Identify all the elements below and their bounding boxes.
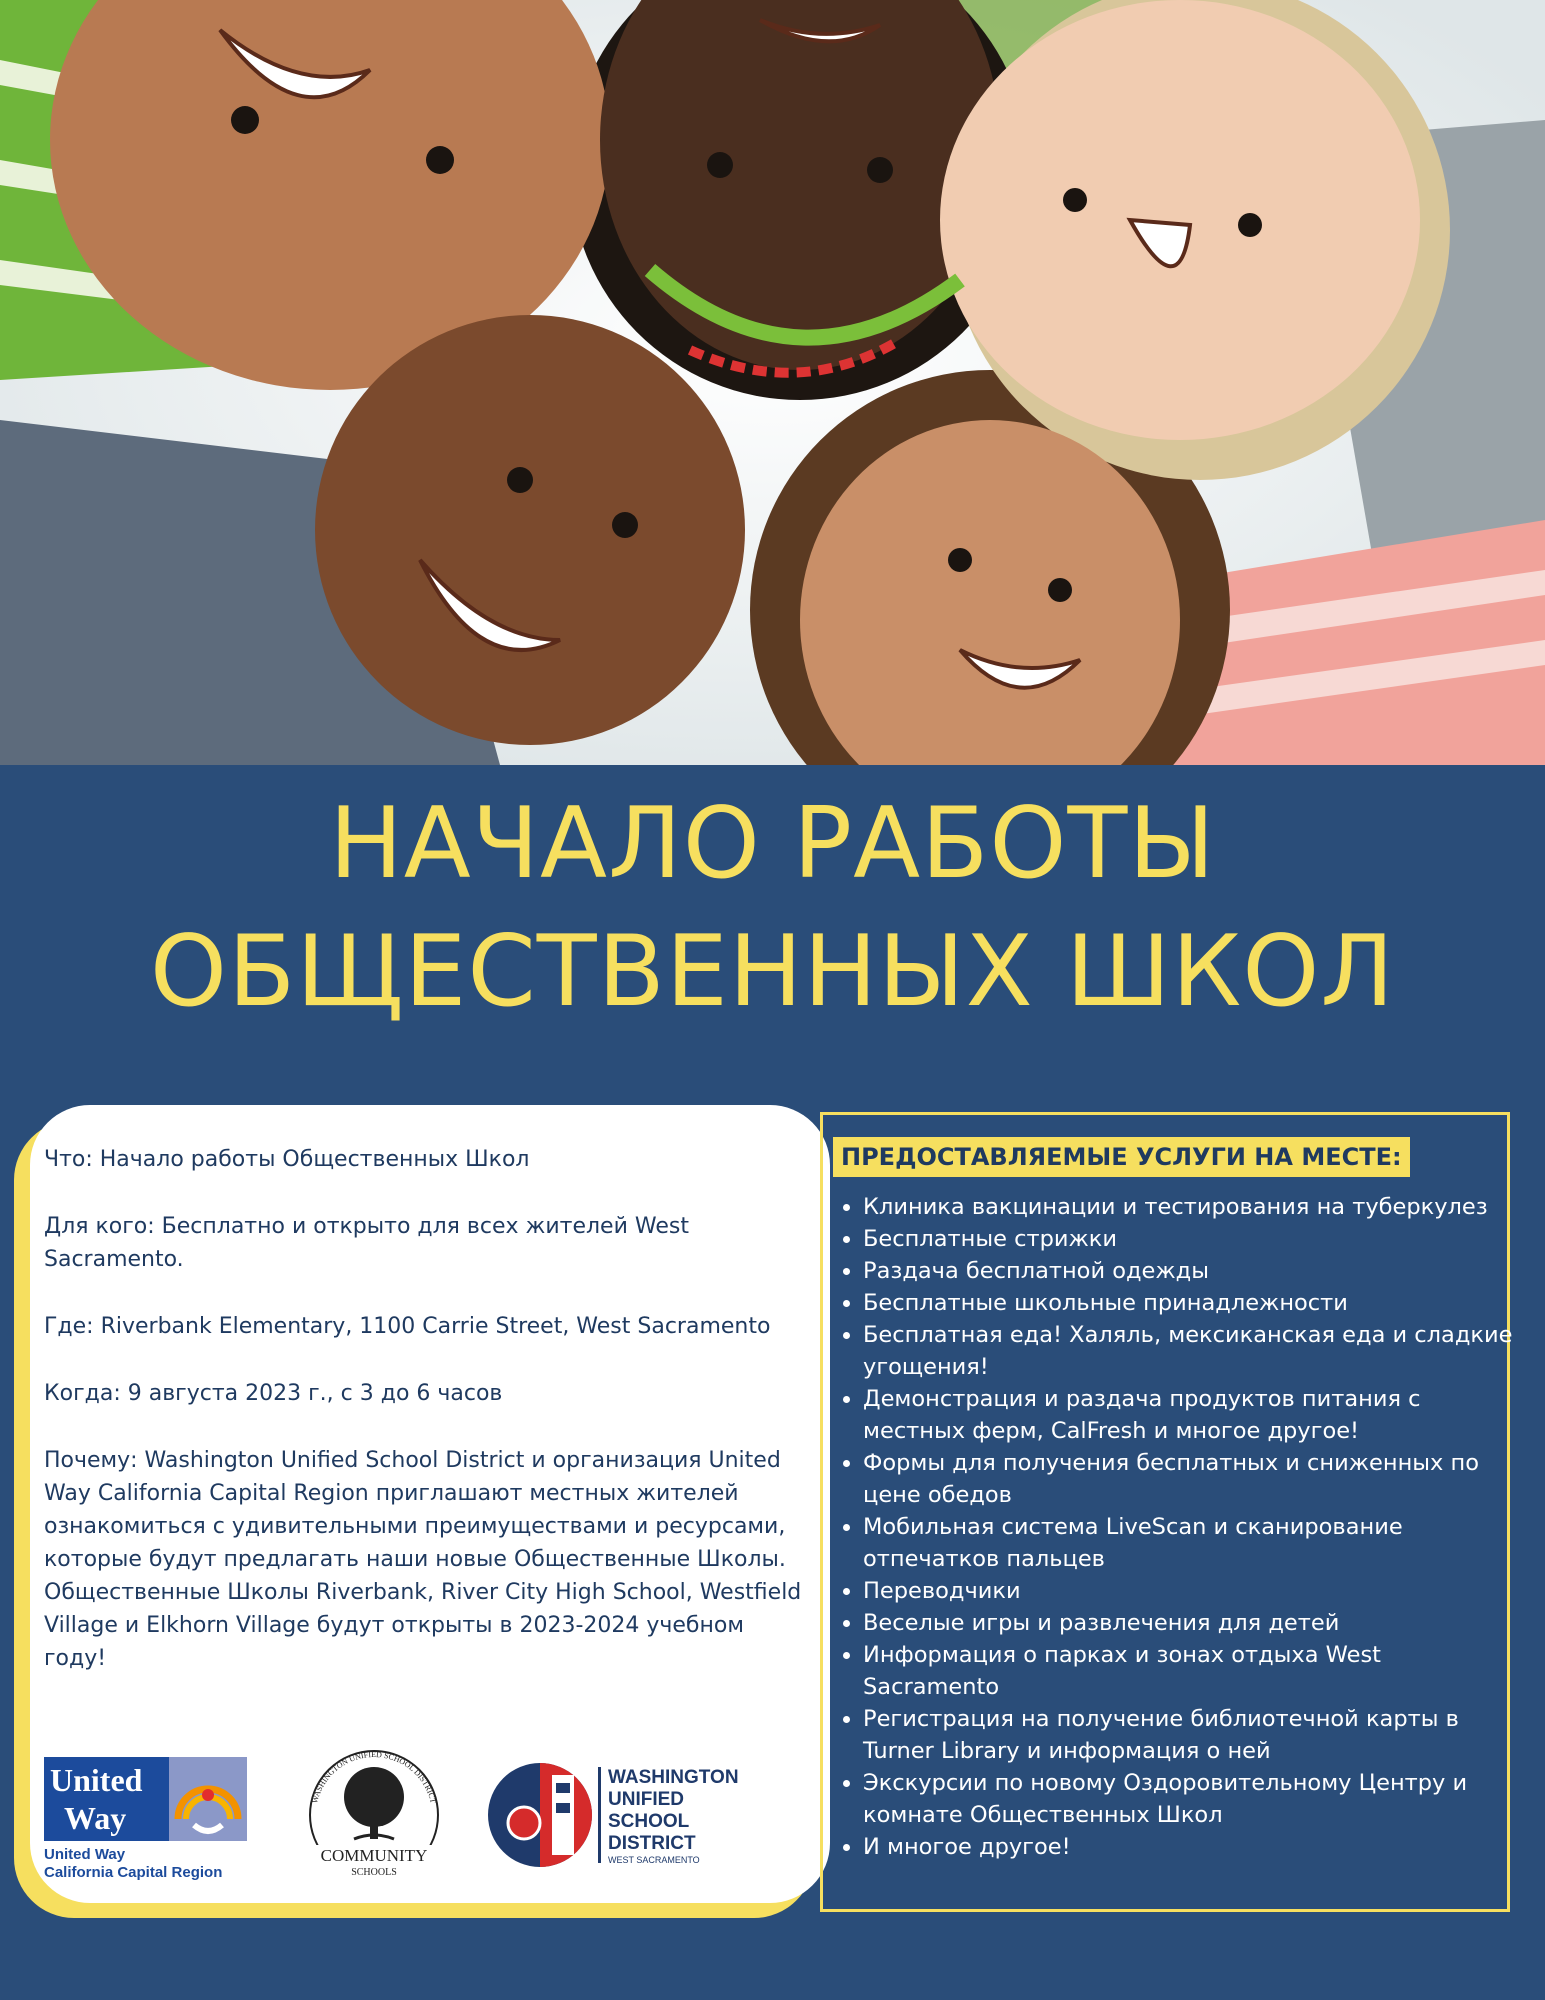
service-item: • Формы для получения бесплатных и сниженных по цене обедов: [863, 1447, 1523, 1511]
services-panel: [820, 1112, 1513, 1912]
event-when: Когда: 9 августа 2023 г., с 3 до 6 часов: [44, 1381, 503, 1406]
service-item: • И многое другое!: [863, 1831, 1523, 1863]
service-item: • Раздача бесплатной одежды: [863, 1255, 1523, 1287]
title-line-1: НАЧАЛО РАБОТЫ: [329, 787, 1216, 901]
united-way-logo: [44, 1745, 274, 1885]
united-way-word-2: Way: [64, 1800, 127, 1836]
united-way-caption-2: California Capital Region: [44, 1864, 223, 1881]
service-item: • Переводчики: [863, 1575, 1523, 1607]
service-item: • Клиника вакцинации и тестирования на туберкулез: [863, 1191, 1523, 1223]
hero-photo-children: [0, 0, 1545, 765]
event-what: Что: Начало работы Общественных Школ: [44, 1147, 530, 1172]
service-item: • Информация о парках и зонах отдыха West Sacramento: [863, 1639, 1523, 1703]
united-way-caption-1: United Way: [44, 1846, 126, 1863]
community-schools-name: COMMUNITY: [320, 1846, 428, 1865]
wusd-line-2: UNIFIED: [608, 1789, 684, 1810]
service-item: • Бесплатная еда! Халяль, мексиканская еда и сладкие угощения!: [863, 1319, 1523, 1383]
wusd-line-5: WEST SACRAMENTO: [608, 1855, 700, 1865]
wusd-line-3: SCHOOL: [608, 1811, 690, 1832]
wusd-logo: [484, 1745, 784, 1885]
wusd-emblem-icon: [488, 1763, 592, 1867]
service-item: • Экскурсии по новому Оздоровительному Центру и комнате Общественных Школ: [863, 1767, 1523, 1831]
event-why: Почему: Washington Unified School District и организация United Way California Capital Region приглашают местных жителей ознакомиться с удивительными преимуществами и ресурсами, которые будут предлагать наши новые Общественные Школы. Общественные Школы Riverbank, River City High School, Westfield Village и Elkhorn Village будут открыты в 2023-2024 учебном году!: [44, 1448, 802, 1671]
tree-icon: [344, 1767, 404, 1839]
service-item: • Демонстрация и раздача продуктов питания с местных ферм, CalFresh и многое другое!: [863, 1383, 1523, 1447]
title-line-2: ОБЩЕСТВЕННЫХ ШКОЛ: [149, 915, 1396, 1029]
service-item: • Мобильная система LiveScan и сканирование отпечатков пальцев: [863, 1511, 1523, 1575]
event-info-card: [30, 1105, 830, 1903]
services-header: ПРЕДОСТАВЛЯЕМЫЕ УСЛУГИ НА МЕСТЕ:: [833, 1137, 1410, 1177]
united-way-word-1: United: [50, 1762, 143, 1798]
community-schools-arc-text: WASHINGTON UNIFIED SCHOOL DISTRICT: [310, 1749, 438, 1805]
wusd-line-1: WASHINGTON: [608, 1767, 739, 1788]
service-item: • Бесплатные стрижки: [863, 1223, 1523, 1255]
wusd-line-4: DISTRICT: [608, 1833, 696, 1854]
community-schools-sub: SCHOOLS: [351, 1867, 397, 1878]
event-where: Где: Riverbank Elementary, 1100 Carrie Street, West Sacramento: [44, 1314, 771, 1339]
service-item: • Веселые игры и развлечения для детей: [863, 1607, 1523, 1639]
partner-logos: [44, 1745, 804, 1885]
service-item: • Регистрация на получение библиотечной карты в Turner Library и информация о ней: [863, 1703, 1523, 1767]
event-who: Для кого: Бесплатно и открыто для всех жителей West Sacramento.: [44, 1214, 689, 1272]
children-illustration: [0, 0, 1545, 765]
page-title: [0, 780, 1545, 1036]
services-list: [831, 1191, 1523, 1863]
community-schools-logo: [294, 1735, 454, 1885]
service-item: • Бесплатные школьные принадлежности: [863, 1287, 1523, 1319]
